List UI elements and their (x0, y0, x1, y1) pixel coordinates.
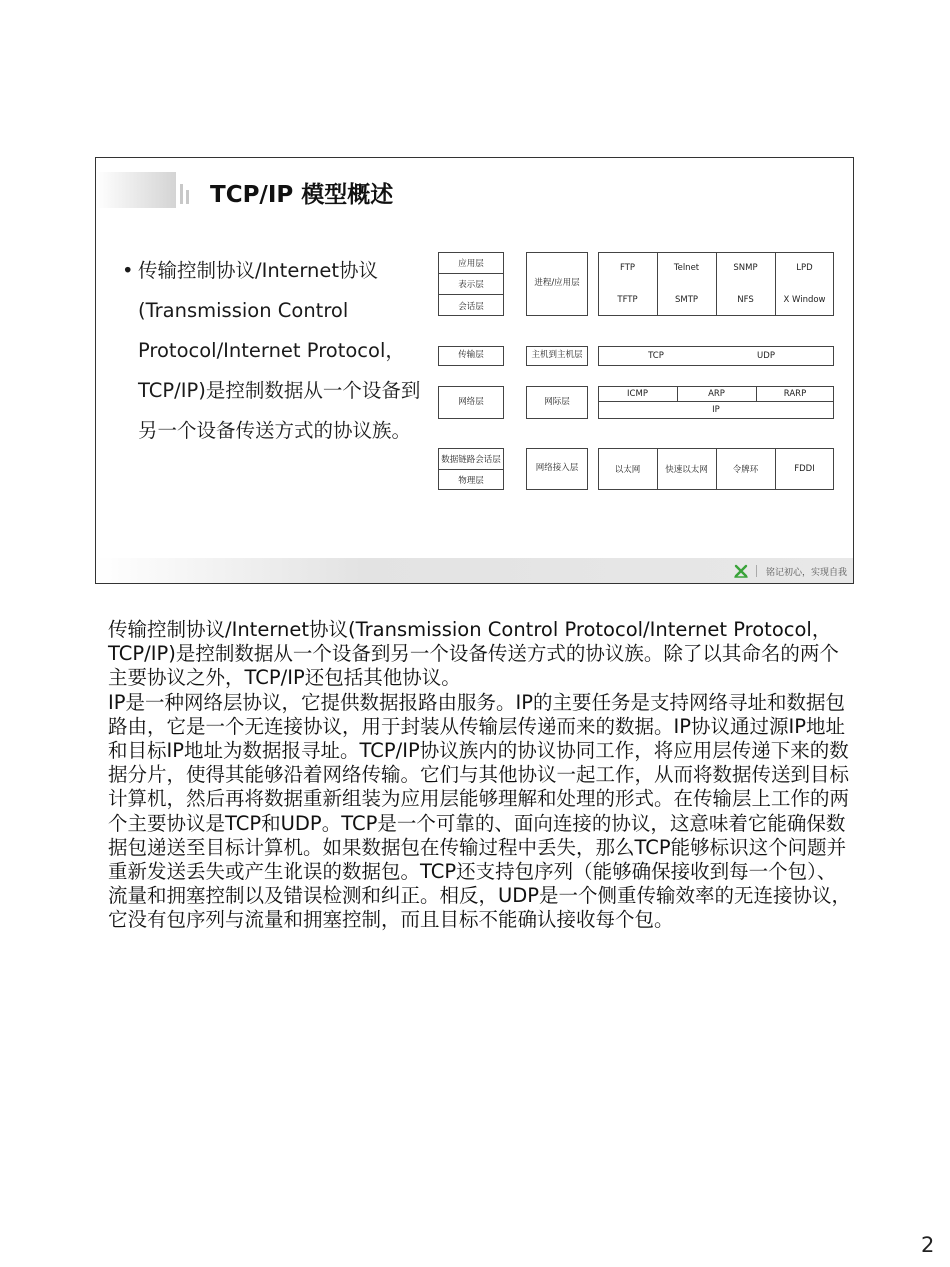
protocol-lpd: LPD (796, 263, 813, 273)
protocol-arp: ARP (708, 388, 725, 399)
protocol-tftp: TFTP (617, 295, 638, 305)
protocol-telnet: Telnet (673, 263, 700, 273)
notes-text (108, 618, 853, 933)
osi-datalink-layer: 数据链路会话层 (441, 454, 501, 465)
osi-application-layer: 应用层 (458, 259, 484, 269)
osi-session-layer: 会话层 (458, 301, 484, 312)
footer-slogan: 铭记初心，实现自我 (765, 568, 847, 578)
protocol-udp: UDP (757, 351, 775, 361)
tcpip-host-to-host-layer: 主机到主机层 (526, 346, 588, 366)
slide-title: TCP/IP 模型概述 (210, 182, 394, 208)
protocol-smtp: SMTP (674, 295, 699, 305)
tcpip-model-diagram (436, 246, 846, 506)
protocol-fddi: FDDI (794, 464, 815, 474)
protocol-ftp: FTP (619, 263, 636, 273)
footer-separator (756, 565, 757, 577)
osi-presentation-layer: 表示层 (458, 280, 484, 290)
protocol-ip: IP (712, 405, 720, 415)
osi-transport-layer: 传输层 (438, 346, 504, 366)
protocol-nfs: NFS (737, 295, 754, 305)
slide-bullet (122, 251, 422, 451)
footer-logo-icon (733, 563, 749, 579)
tcpip-network-access-layer: 网络接入层 (526, 448, 588, 490)
protocol-tcp: TCP (648, 351, 664, 361)
notes-paragraph-2: IP是一种网络层协议，它提供数据报路由服务。IP的主要任务是支持网络寻址和数据包路由，它是一个无连接协议，用于封装从传输层传递而来的数据。IP协议通过源IP地址和目标IP地址为数据报寻址。TCP/IP协议族内的协议协同工作，将应用层传递下来的数据分片，使得其能够沿着网络传输。它们与其他协议一起工作，从而将数据传送到目标计算机，然后再将数据重新组装为应用层能够理解和处理的形式。在传输层上工作的两个主要协议是TCP和UDP。TCP是一个可靠的、面向连接的协议，这意味着它能确保数据包递送至目标计算机。如果数据包在传输过程中丢失，那么TCP能够标识这个问题并重新发送丢失或产生讹误的数据包。TCP还支持包序列（能够确保接收到每一个包）、流量和拥塞控制以及错误检测和纠正。相反，UDP是一个侧重传输效率的无连接协议，它没有包序列与流量和拥塞控制，而且目标不能确认接收每个包。 (108, 690, 852, 932)
protocol-ethernet: 以太网 (614, 465, 641, 475)
slide-footer-bar (96, 558, 853, 583)
protocol-rarp: RARP (783, 388, 807, 399)
protocol-snmp: SNMP (733, 263, 758, 273)
tcpip-process-app-layer: 进程/应用层 (526, 252, 588, 316)
slide-image (95, 157, 854, 584)
bullet-text: 传输控制协议/Internet协议(Transmission Control Protocol/Internet Protocol，TCP/IP)是控制数据从一个设备到另一个设备传送方式的协议族。 (138, 259, 421, 442)
page-number: 2 (921, 1233, 935, 1257)
title-accent-bar (96, 172, 176, 208)
protocol-x-window: X Window (783, 295, 826, 305)
notes-paragraph-1: 传输控制协议/Internet协议(Transmission Control Protocol/Internet Protocol，TCP/IP)是控制数据从一个设备到另一个设备传送方式的协议族。除了以其命名的两个主要协议之外，TCP/IP还包括其他协议。 (108, 618, 839, 690)
osi-network-layer: 网络层 (438, 386, 504, 419)
protocol-token-ring: 令牌环 (732, 465, 759, 475)
tcpip-internet-layer: 网际层 (526, 386, 588, 419)
osi-physical-layer: 物理层 (458, 476, 484, 486)
bullet-marker: • (122, 259, 134, 282)
protocol-icmp: ICMP (627, 388, 648, 399)
protocol-fast-ethernet: 快速以太网 (665, 465, 708, 475)
